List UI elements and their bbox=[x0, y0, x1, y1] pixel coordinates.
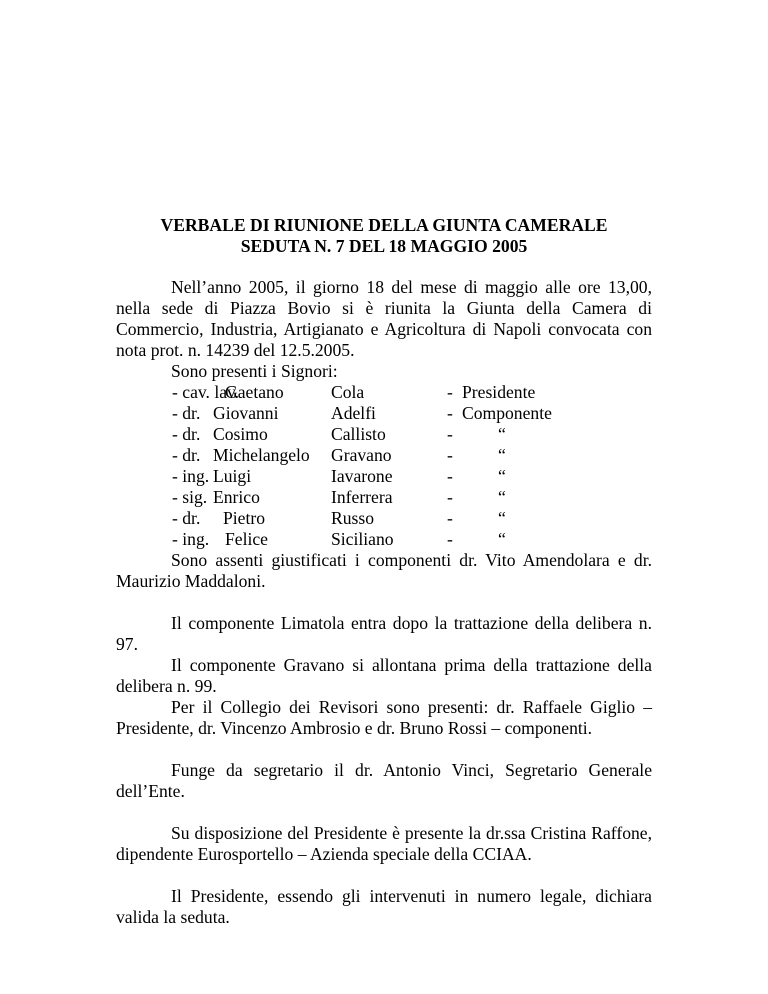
member-title: - sig. bbox=[172, 487, 208, 507]
member-first-name: Cosimo bbox=[213, 424, 268, 444]
member-row bbox=[116, 487, 652, 508]
member-title: - dr. bbox=[172, 424, 201, 444]
absent-paragraph: Sono assenti giustificati i componenti dr. Vito Amendolara e dr. Maurizio Maddaloni. bbox=[116, 550, 652, 591]
revisori-paragraph: Per il Collegio dei Revisori sono presenti: dr. Raffaele Giglio – Presidente, dr. Vincenzo Ambrosio e dr. Bruno Rossi – componenti. bbox=[116, 697, 652, 738]
member-row bbox=[116, 424, 652, 445]
member-first-name: Giovanni bbox=[213, 403, 279, 423]
member-role-ditto: “ bbox=[498, 466, 506, 486]
member-role-ditto: “ bbox=[498, 508, 506, 528]
segretario-paragraph: Funge da segretario il dr. Antonio Vinci, Segretario Generale dell’Ente. bbox=[116, 760, 652, 801]
intro-paragraph: Nell’anno 2005, il giorno 18 del mese di maggio alle ore 13,00, nella sede di Piazza Bovio si è riunita la Giunta della Camera di Commercio, Industria, Artigianato e Agricoltura di Napoli convocata con nota prot. n. 14239 del 12.5.2005. bbox=[116, 277, 652, 360]
member-row bbox=[116, 529, 652, 550]
member-title: - ing. bbox=[172, 466, 210, 486]
member-dash: - bbox=[447, 508, 453, 528]
member-last-name: Adelfi bbox=[331, 403, 376, 423]
title-line-2: SEDUTA N. 7 DEL 18 MAGGIO 2005 bbox=[240, 236, 528, 256]
member-role-ditto: “ bbox=[498, 424, 506, 444]
members-list bbox=[116, 382, 652, 550]
member-last-name: Iavarone bbox=[331, 466, 393, 486]
member-role-ditto: “ bbox=[498, 529, 506, 549]
member-title: - cav. lav. bbox=[172, 382, 240, 402]
member-last-name: Siciliano bbox=[331, 529, 394, 549]
member-last-name: Gravano bbox=[331, 445, 392, 465]
document-title bbox=[116, 215, 652, 257]
member-first-name: Enrico bbox=[213, 487, 260, 507]
member-role-ditto: “ bbox=[498, 445, 506, 465]
member-first-name: Michelangelo bbox=[213, 445, 310, 465]
document-page bbox=[116, 215, 652, 928]
member-row bbox=[116, 445, 652, 466]
limatola-paragraph: Il componente Limatola entra dopo la trattazione della delibera n. 97. bbox=[116, 613, 652, 654]
member-role: Componente bbox=[462, 403, 552, 423]
member-dash: - bbox=[447, 466, 453, 486]
member-dash: - bbox=[447, 529, 453, 549]
disposizione-paragraph: Su disposizione del Presidente è presente la dr.ssa Cristina Raffone, dipendente Eurosportello – Azienda speciale della CCIAA. bbox=[116, 823, 652, 864]
member-title: - dr. bbox=[172, 508, 201, 528]
member-dash: - bbox=[447, 403, 453, 423]
member-row bbox=[116, 382, 652, 403]
member-row bbox=[116, 466, 652, 487]
member-first-name: Gaetano bbox=[225, 382, 284, 402]
member-role-ditto: “ bbox=[498, 487, 506, 507]
member-title: - dr. bbox=[172, 403, 201, 423]
present-heading: Sono presenti i Signori: bbox=[171, 361, 338, 381]
member-dash: - bbox=[447, 424, 453, 444]
spacer bbox=[116, 739, 652, 760]
member-role: Presidente bbox=[462, 382, 536, 402]
member-last-name: Russo bbox=[331, 508, 375, 528]
spacer bbox=[116, 592, 652, 613]
member-dash: - bbox=[447, 445, 453, 465]
title-line-1: VERBALE DI RIUNIONE DELLA GIUNTA CAMERALE bbox=[160, 215, 608, 235]
spacer bbox=[116, 865, 652, 886]
member-dash: - bbox=[447, 487, 453, 507]
member-row bbox=[116, 403, 652, 424]
member-dash: - bbox=[447, 382, 453, 402]
member-first-name: Felice bbox=[225, 529, 268, 549]
member-first-name: Pietro bbox=[223, 508, 266, 528]
member-last-name: Inferrera bbox=[331, 487, 393, 507]
member-last-name: Cola bbox=[331, 382, 365, 402]
spacer bbox=[116, 802, 652, 823]
gravano-paragraph: Il componente Gravano si allontana prima della trattazione della delibera n. 99. bbox=[116, 655, 652, 696]
member-row bbox=[116, 508, 652, 529]
member-title: - ing. bbox=[172, 529, 210, 549]
valida-paragraph: Il Presidente, essendo gli intervenuti in numero legale, dichiara valida la seduta. bbox=[116, 886, 652, 927]
member-title: - dr. bbox=[172, 445, 201, 465]
member-first-name: Luigi bbox=[213, 466, 252, 486]
member-last-name: Callisto bbox=[331, 424, 386, 444]
